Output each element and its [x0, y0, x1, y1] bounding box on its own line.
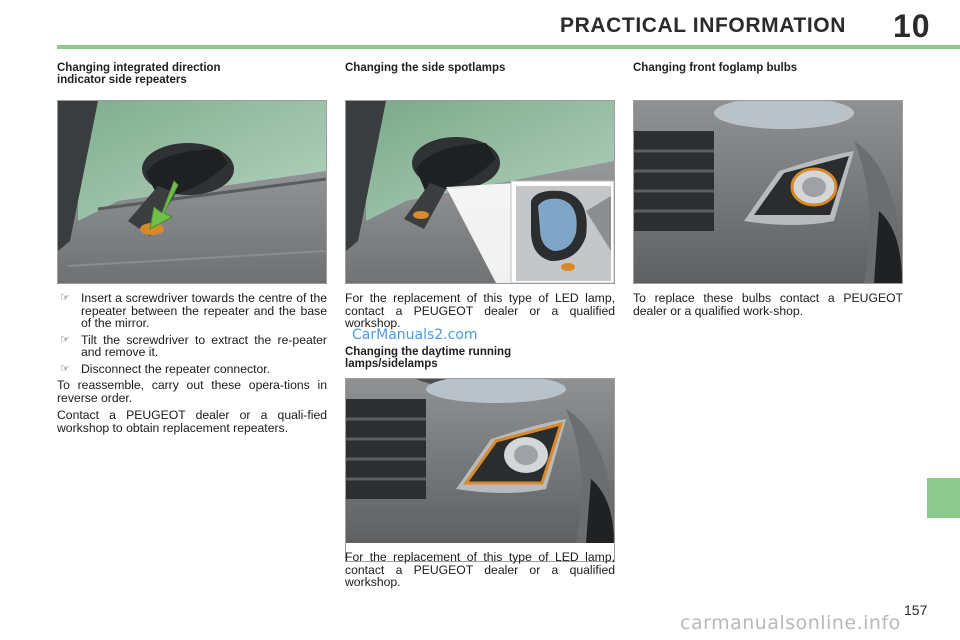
list-item: ☞ Disconnect the repeater connector. — [60, 361, 271, 376]
carmanuals2-watermark: CarManuals2.com — [352, 327, 478, 343]
side-spotlamp-illustration — [346, 101, 614, 283]
side-spotlamp-body: For the replacement of this type of LED lamp, contact a PEUGEOT dealer or a qualified workshop. — [345, 291, 615, 330]
daytime-lamp-text — [345, 551, 615, 594]
pointing-hand-icon: ☞ — [60, 362, 70, 375]
page-section-title: PRACTICAL INFORMATION — [560, 14, 846, 37]
list-item: ☞ Tilt the screwdriver to extract the re-peater and remove it. — [60, 332, 327, 359]
heading-side-repeaters: Changing integrated direction indicator side repeaters — [57, 62, 221, 86]
chapter-number: 10 — [893, 8, 931, 44]
reassemble-paragraph: To reassemble, carry out these opera-tions in reverse order. — [57, 378, 327, 405]
heading-front-foglamp: Changing front foglamp bulbs — [633, 62, 798, 74]
front-foglamp-text — [633, 292, 903, 322]
mirror-repeater-figure — [57, 100, 327, 284]
page-number: 157 — [904, 602, 928, 618]
daytime-lamp-illustration — [346, 379, 614, 543]
instruction-list — [57, 292, 327, 375]
mirror-repeater-illustration — [58, 101, 326, 283]
column-daytime-lamps — [345, 346, 615, 370]
daytime-lamp-body: For the replacement of this type of LED lamp, contact a PEUGEOT dealer or a qualified workshop. — [345, 550, 615, 589]
column-side-spotlamps — [345, 62, 615, 74]
side-repeater-instructions — [57, 292, 327, 439]
pointing-hand-icon: ☞ — [60, 333, 70, 346]
front-foglamp-body: To replace these bulbs contact a PEUGEOT dealer or a qualified work-shop. — [633, 291, 903, 318]
front-foglamp-figure — [633, 100, 903, 284]
contact-dealer-paragraph: Contact a PEUGEOT dealer or a quali-fied workshop to obtain replacement repeaters. — [57, 408, 327, 435]
column-front-foglamp — [633, 62, 903, 74]
header-divider — [57, 45, 960, 49]
pointing-hand-icon: ☞ — [60, 292, 70, 304]
carmanualsonline-watermark: carmanualsonline.info — [680, 612, 901, 634]
daytime-lamp-figure — [345, 378, 615, 562]
chapter-tab-marker — [927, 478, 960, 518]
list-item: ☞ Insert a screwdriver towards the centre of the repeater between the repeater and the base of the mirror. — [60, 291, 327, 330]
heading-side-spotlamps: Changing the side spotlamps — [345, 62, 506, 74]
column-side-repeaters — [57, 62, 327, 86]
heading-daytime-lamps: Changing the daytime running lamps/sidelamps — [345, 346, 512, 370]
side-spotlamp-figure — [345, 100, 615, 284]
front-foglamp-illustration — [634, 101, 902, 283]
